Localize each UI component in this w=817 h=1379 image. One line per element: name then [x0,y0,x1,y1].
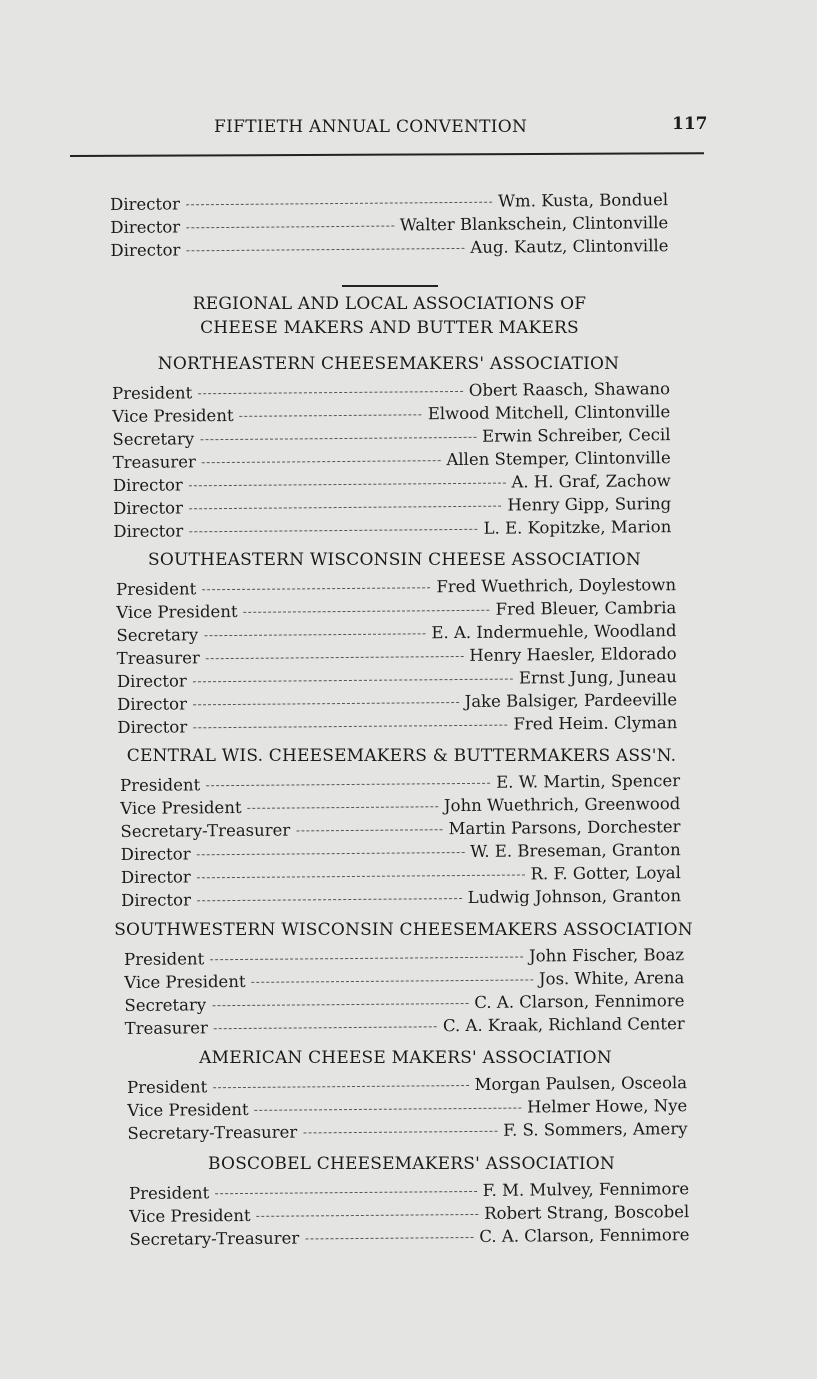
association-heading: SOUTHEASTERN WISCONSIN CHEESE ASSOCIATION [148,550,641,570]
office-label: President [124,949,205,969]
officer-name: John Fischer, Boaz [528,945,685,966]
office-label: Vice President [124,971,246,992]
officer-name: W. E. Breseman, Granton [470,840,681,861]
officer-name: F. S. Sommers, Amery [503,1119,688,1140]
section-divider [342,285,438,287]
officer-name: Elwood Mitchell, Clintonville [427,402,671,424]
dot-leader [252,979,533,982]
officer-row [129,1223,689,1251]
office-label: Vice President [127,1099,249,1120]
office-label: Director [110,194,181,214]
officer-name: Obert Raasch, Shawano [468,379,671,400]
dot-leader [198,391,463,394]
office-label: Secretary [112,429,195,449]
office-label: Secretary-Treasurer [127,1122,298,1143]
officer-name: Robert Strang, Boscobel [484,1202,690,1223]
association-officers [127,1071,688,1145]
officer-name: Fred Wuethrich, Doylestown [436,575,677,597]
officer-name: Fred Bleuer, Cambria [495,598,677,619]
dot-leader [186,202,492,206]
office-label: Director [120,867,191,887]
dot-leader [240,414,422,417]
page-number: 117 [672,114,708,134]
dot-leader [193,702,459,705]
officer-name: C. A. Clarson, Fennimore [474,991,685,1012]
office-label: Vice President [120,797,242,818]
dot-leader [244,610,490,613]
office-label: Director [116,671,187,691]
office-label: Director [110,240,181,260]
officer-name: Jake Balsiger, Pardeeville [464,690,678,711]
office-label: Director [121,890,192,910]
officer-name: Helmer Howe, Nye [526,1096,688,1117]
main-heading-line1: REGIONAL AND LOCAL ASSOCIATIONS OF [192,294,587,314]
office-label: Treasurer [124,1018,208,1038]
officer-row [125,1012,685,1040]
office-label: Treasurer [116,648,200,668]
officer-name: Fred Heim. Clyman [513,713,678,734]
officer-name: Jos. White, Arena [538,968,685,989]
officer-name: A. H. Graf, Zachow [511,471,671,492]
association-heading: CENTRAL WIS. CHEESEMAKERS & BUTTERMAKERS ASS'N. [126,746,677,766]
office-label: Secretary [116,625,199,645]
dot-leader [212,1003,468,1006]
association-heading: BOSCOBEL CHEESEMAKERS' ASSOCIATION [208,1154,615,1174]
office-label: Vice President [129,1205,251,1226]
office-label: Vice President [112,405,234,426]
officer-name: Ernst Jung, Juneau [518,667,677,688]
office-label: President [127,1077,208,1097]
association-officers [129,1177,690,1251]
officer-name: Aug. Kautz, Clintonville [470,236,669,257]
officer-name: E. W. Martin, Spencer [496,771,681,792]
dot-leader [193,725,507,729]
dot-leader [200,437,476,440]
officer-name: C. A. Kraak, Richland Center [442,1014,685,1036]
office-label: Director [117,694,188,714]
officer-name: Ludwig Johnson, Granton [467,886,682,907]
office-label: Secretary-Treasurer [129,1228,300,1249]
dot-leader [186,226,394,229]
association-heading: NORTHEASTERN CHEESEMAKERS' ASSOCIATION [157,354,620,374]
officer-name: L. E. Kopitzke, Marion [483,517,672,538]
officer-name: Erwin Schreiber, Cecil [482,425,671,446]
office-label: Director [112,475,183,495]
office-label: Secretary-Treasurer [120,820,291,841]
office-label: Secretary [124,995,207,1015]
running-head [0,114,817,141]
officer-name: C. A. Clarson, Fennimore [479,1225,690,1246]
dot-leader [206,783,490,786]
officer-row [127,1117,687,1145]
office-label: Vice President [116,601,238,622]
officer-row [110,234,668,262]
association-officers [124,943,685,1040]
dot-leader [303,1131,497,1134]
dot-leader [197,898,462,901]
dot-leader [197,852,465,855]
dot-leader [206,656,464,659]
office-label: President [116,579,197,599]
dot-leader [210,957,523,961]
running-title: FIFTIETH ANNUAL CONVENTION [214,117,528,137]
office-label: Director [113,521,184,541]
officer-row [117,711,677,739]
dot-leader [202,587,430,590]
office-label: President [120,775,201,795]
main-heading-line2: CHEESE MAKERS AND BUTTER MAKERS [200,318,579,338]
officer-name: Morgan Paulsen, Osceola [474,1073,688,1094]
officer-name: Allen Stemper, Clintonville [446,448,671,470]
dot-leader [193,679,513,683]
office-label: Director [113,498,184,518]
office-label: Director [120,844,191,864]
dot-leader [189,483,506,487]
officer-name: F. M. Mulvey, Fennimore [482,1179,690,1200]
top-directors-list [110,188,669,262]
dot-leader [248,806,438,809]
officer-name: Henry Gipp, Suring [507,494,672,515]
officer-name: Henry Haesler, Eldorado [469,644,677,665]
office-label: Treasurer [112,452,196,472]
office-label: President [112,383,193,403]
dot-leader [257,1214,479,1217]
dot-leader [204,633,425,636]
dot-leader [213,1085,468,1088]
dot-leader [202,460,441,463]
office-label: Director [117,717,188,737]
association-officers [112,377,671,543]
association-heading: SOUTHWESTERN WISCONSIN CHEESEMAKERS ASSOCIATION [114,920,693,940]
dot-leader [215,1191,477,1194]
officer-name: E. A. Indermuehle, Woodland [431,621,677,643]
association-heading: AMERICAN CHEESE MAKERS' ASSOCIATION [199,1048,612,1068]
dot-leader [305,1237,473,1239]
officer-row [121,884,681,912]
dot-leader [197,874,525,878]
office-label: President [129,1183,210,1203]
association-officers [116,573,677,739]
dot-leader [189,506,502,510]
dot-leader [255,1108,522,1111]
officer-name: Martin Parsons, Dorchester [448,817,681,839]
officer-name: John Wuethrich, Greenwood [443,794,681,816]
dot-leader [214,1026,437,1029]
office-label: Director [110,217,181,237]
header-rule [70,152,704,157]
officer-name: Wm. Kusta, Bonduel [497,190,669,211]
officer-name: Walter Blankschein, Clintonville [399,213,669,235]
officer-name: R. F. Gotter, Loyal [530,863,681,884]
dot-leader [186,248,464,251]
dot-leader [296,829,442,831]
dot-leader [189,529,477,533]
association-officers [120,769,681,912]
officer-row [113,515,671,543]
